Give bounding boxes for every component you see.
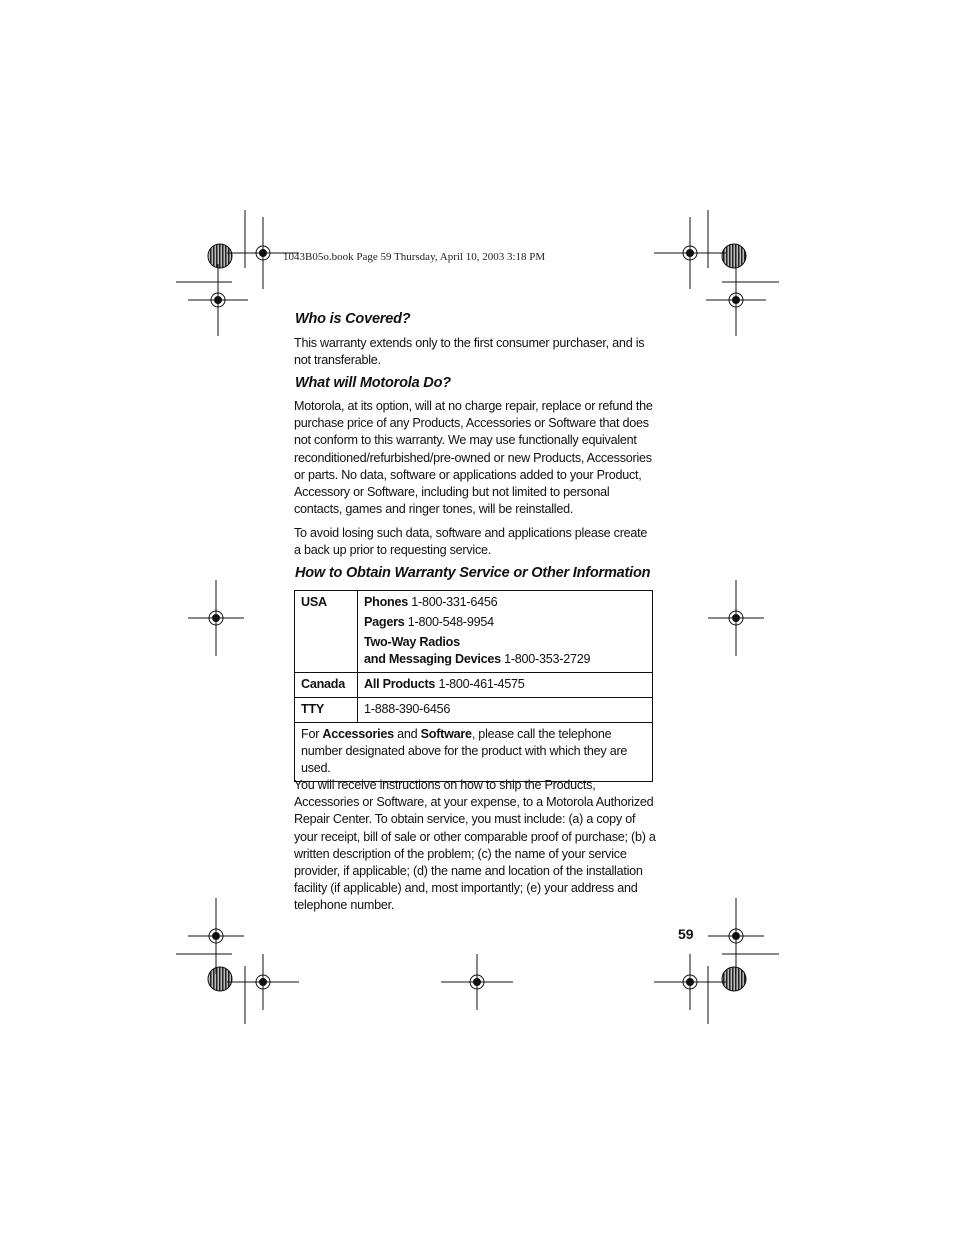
print-info-header: 1043B05o.book Page 59 Thursday, April 10, 2003 3:18 PM xyxy=(283,251,546,263)
table-row-usa xyxy=(295,591,653,673)
canada-contacts: All Products 1-800-461-4575 xyxy=(358,673,653,698)
heading-what-will-motorola-do: What will Motorola Do? xyxy=(295,375,451,391)
usa-phones: Phones 1-800-331-6456 xyxy=(364,595,498,609)
table-row-canada xyxy=(295,673,653,698)
paragraph-shipping-instructions: You will receive instructions on how to ship the Products, Accessories or Software, at your expense, to a Motorola Authorized Repair Center. To obtain service, you must include: (a) a copy of your receipt, bill of sale or other comparable proof of purchase; (b) a written description of the problem; (c) the name of your service provider, if applicable; (d) the name and location of the installation facility (if applicable) and, most importantly; (e) your address and telephone number. xyxy=(294,778,656,913)
region-label-tty: TTY xyxy=(295,698,358,723)
usa-messaging: and Messaging Devices 1-800-353-2729 xyxy=(364,652,591,666)
heading-who-is-covered: Who is Covered? xyxy=(295,311,411,327)
contact-table xyxy=(294,590,653,782)
paragraph-who-is-covered: This warranty extends only to the first consumer purchaser, and is not transferable. xyxy=(294,336,645,368)
table-row-note xyxy=(295,723,653,782)
heading-how-to-obtain-service: How to Obtain Warranty Service or Other Information xyxy=(295,565,651,581)
usa-pagers: Pagers 1-800-548-9954 xyxy=(364,615,494,629)
usa-contacts xyxy=(358,591,653,673)
tty-number: 1-888-390-6456 xyxy=(358,698,653,723)
paragraph-what-will-motorola-do: Motorola, at its option, will at no charge repair, replace or refund the purchase price of any Products, Accessories or Software that does not conform to this warranty. We may use functionally equivalent reconditioned/refurbished/pre-owned or new Products, Accessories or parts. No data, software or applications added to your Product, Accessory or Software, including but not limited to personal contacts, games and ringer tones, will be reinstalled. xyxy=(294,399,653,517)
page-number: 59 xyxy=(678,926,694,942)
usa-radios-label: Two-Way Radios xyxy=(364,635,460,649)
paragraph-backup-advice: To avoid losing such data, software and applications please create a back up prior to requesting service. xyxy=(294,526,648,558)
table-row-tty xyxy=(295,698,653,723)
region-label-canada: Canada xyxy=(295,673,358,698)
region-label-usa: USA xyxy=(295,591,358,673)
accessories-software-note: For Accessories and Software, please call the telephone number designated above for the product with which they are used. xyxy=(295,723,653,782)
